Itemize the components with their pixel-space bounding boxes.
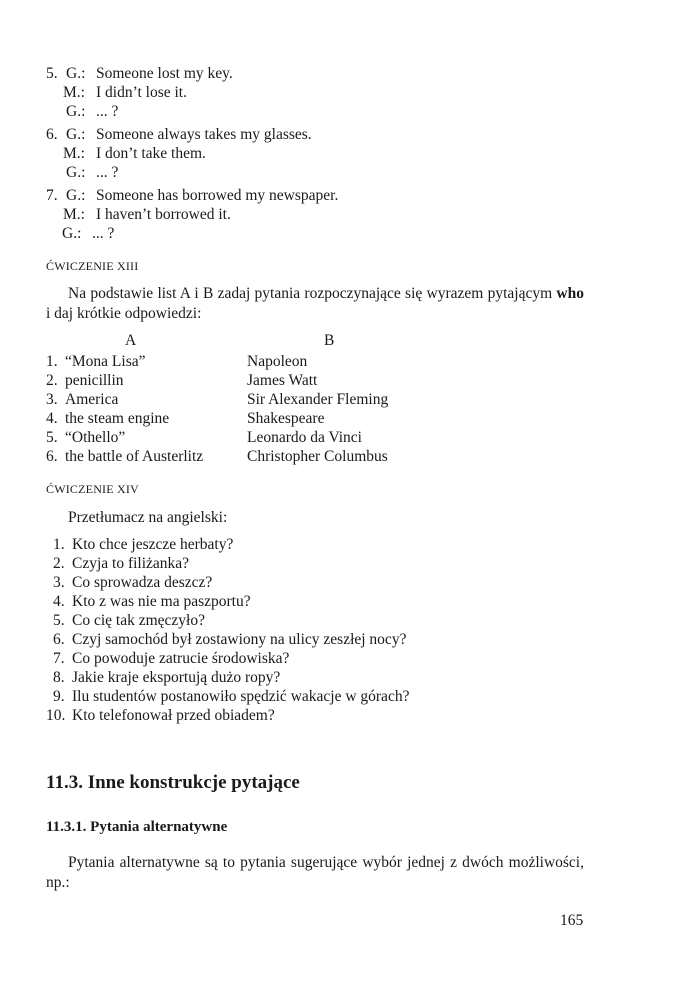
column-b-header: B bbox=[324, 332, 335, 349]
list-item: Co cię tak zmęczyło? bbox=[72, 612, 205, 629]
list-item: Czyj samochód był zostawiony na ulicy zeszłej nocy? bbox=[72, 631, 407, 648]
instruction-text: i daj krótkie odpowiedzi: bbox=[46, 305, 202, 322]
list-item: Kto telefonował przed obiadem? bbox=[72, 707, 275, 724]
row-item-a: “Mona Lisa” bbox=[65, 353, 146, 370]
list-number: 6. bbox=[53, 631, 65, 648]
list-item: Co powoduje zatrucie środowiska? bbox=[72, 650, 290, 667]
instruction-keyword: who bbox=[556, 285, 584, 302]
list-item: Jakie kraje eksportują dużo ropy? bbox=[72, 669, 281, 686]
list-number: 1. bbox=[53, 536, 65, 553]
row-number: 1. bbox=[46, 353, 58, 370]
row-item-b: Christopher Columbus bbox=[247, 448, 388, 465]
dialogue-number: 6. bbox=[46, 126, 58, 143]
list-item: Ilu studentów postanowiło spędzić wakacje w górach? bbox=[72, 688, 410, 705]
instruction-text: Na podstawie list A i B zadaj pytania rozpoczynające się wyrazem pytającym bbox=[68, 285, 557, 302]
row-item-b: Leonardo da Vinci bbox=[247, 429, 362, 446]
speaker-label: G.: bbox=[66, 103, 86, 120]
list-number: 5. bbox=[53, 612, 65, 629]
exercise-13-instruction bbox=[46, 284, 584, 324]
dialogue-number: 5. bbox=[46, 65, 58, 82]
row-item-a: the steam engine bbox=[65, 410, 170, 427]
row-item-b: Sir Alexander Fleming bbox=[247, 391, 389, 408]
speaker-label: G.: bbox=[66, 65, 86, 82]
list-item: Co sprowadza deszcz? bbox=[72, 574, 213, 591]
list-number: 8. bbox=[53, 669, 65, 686]
list-item: Kto z was nie ma paszportu? bbox=[72, 593, 251, 610]
row-number: 2. bbox=[46, 372, 58, 389]
dialogue-line: I didn’t lose it. bbox=[96, 84, 187, 101]
row-item-b: James Watt bbox=[247, 372, 318, 389]
dialogue-line: Someone always takes my glasses. bbox=[96, 126, 312, 143]
list-number: 10. bbox=[46, 707, 66, 724]
row-item-a: “Othello” bbox=[65, 429, 126, 446]
column-a-header: A bbox=[125, 332, 137, 349]
speaker-label: G.: bbox=[66, 164, 86, 181]
speaker-label: G.: bbox=[66, 126, 86, 143]
speaker-label: G.: bbox=[66, 187, 86, 204]
row-number: 4. bbox=[46, 410, 58, 427]
list-number: 7. bbox=[53, 650, 65, 667]
dialogue-line: ... ? bbox=[96, 164, 119, 181]
section-paragraph bbox=[46, 853, 584, 893]
dialogue-line: I haven’t borrowed it. bbox=[96, 206, 231, 223]
page-number: 165 bbox=[560, 912, 584, 929]
list-item: Czyja to filiżanka? bbox=[72, 555, 190, 572]
speaker-label: M.: bbox=[63, 206, 85, 223]
dialogue-line: Someone lost my key. bbox=[96, 65, 233, 82]
section-title: 11.3. Inne konstrukcje pytające bbox=[46, 772, 300, 793]
subsection-title: 11.3.1. Pytania alternatywne bbox=[46, 819, 228, 835]
row-item-b: Napoleon bbox=[247, 353, 308, 370]
list-number: 9. bbox=[53, 688, 65, 705]
row-number: 3. bbox=[46, 391, 58, 408]
list-number: 4. bbox=[53, 593, 65, 610]
list-number: 2. bbox=[53, 555, 65, 572]
speaker-label: G.: bbox=[62, 225, 82, 242]
row-item-a: the battle of Austerlitz bbox=[65, 448, 204, 465]
dialogue-line: ... ? bbox=[96, 103, 119, 120]
list-number: 3. bbox=[53, 574, 65, 591]
row-number: 6. bbox=[46, 448, 58, 465]
dialogue-line: I don’t take them. bbox=[96, 145, 206, 162]
row-item-a: America bbox=[65, 391, 119, 408]
row-item-b: Shakespeare bbox=[247, 410, 325, 427]
exercise-13-title: ĆWICZENIE XIII bbox=[46, 259, 139, 273]
dialogue-line: Someone has borrowed my newspaper. bbox=[96, 187, 339, 204]
speaker-label: M.: bbox=[63, 145, 85, 162]
list-item: Kto chce jeszcze herbaty? bbox=[72, 536, 234, 553]
paragraph-text: Pytania alternatywne są to pytania sugerujące wybór jednej z dwóch możliwości, np.: bbox=[46, 854, 584, 891]
speaker-label: M.: bbox=[63, 84, 85, 101]
exercise-14-title: ĆWICZENIE XIV bbox=[46, 482, 139, 496]
row-number: 5. bbox=[46, 429, 58, 446]
dialogue-number: 7. bbox=[46, 187, 58, 204]
dialogue-line: ... ? bbox=[92, 225, 115, 242]
exercise-14-instruction: Przetłumacz na angielski: bbox=[68, 509, 228, 526]
row-item-a: penicillin bbox=[65, 372, 124, 389]
